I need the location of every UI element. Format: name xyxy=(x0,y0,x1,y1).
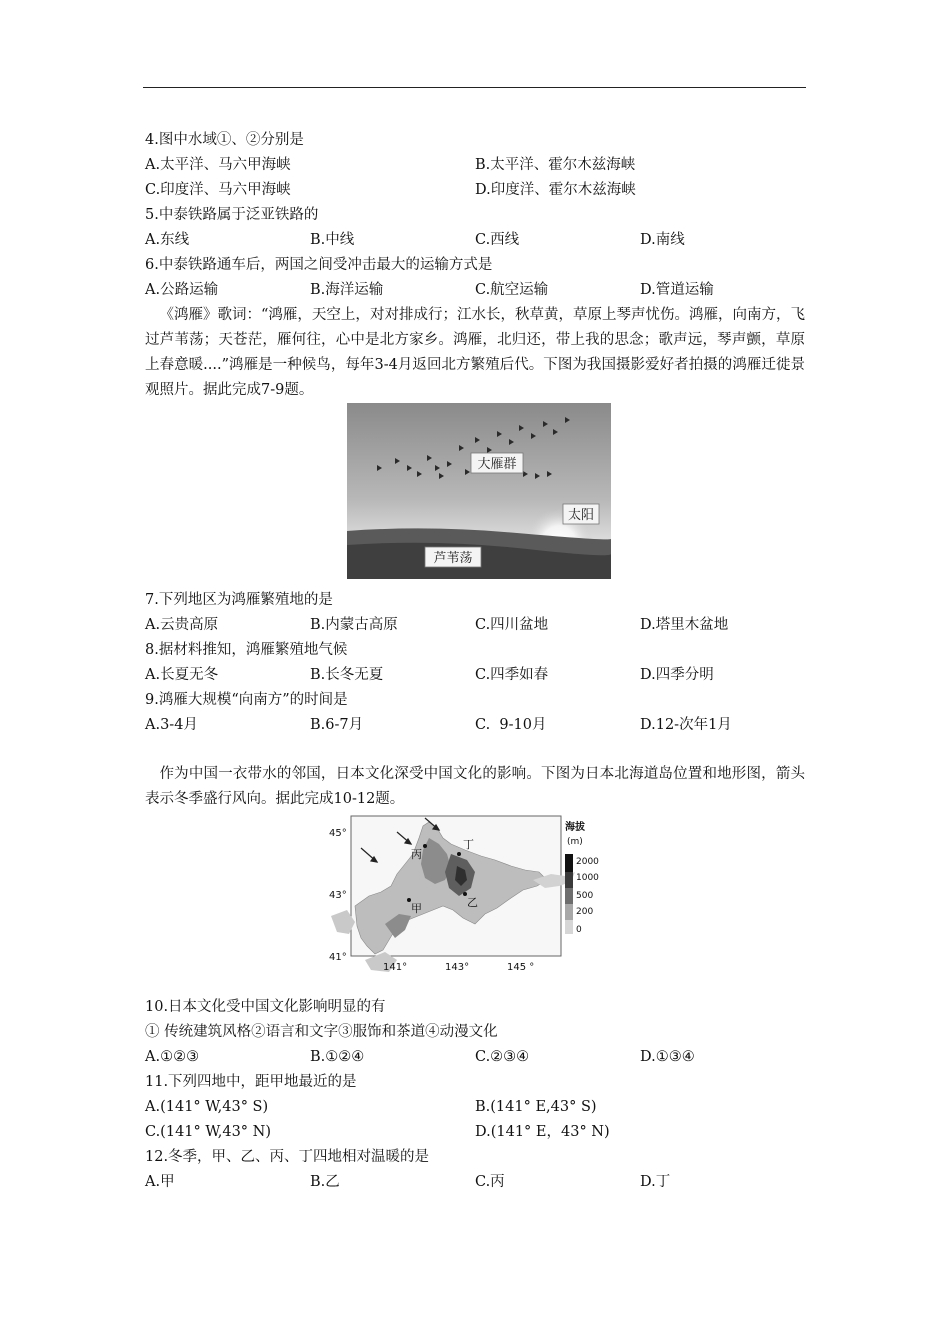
q12-option-d: D.丁 xyxy=(640,1174,671,1190)
lat-41: 41° xyxy=(329,952,347,963)
q7-option-c: C.四川盆地 xyxy=(475,617,549,633)
q4-option-b: B.太平洋、霍尔木兹海峡 xyxy=(475,157,636,173)
q8-option-a: A.长夏无冬 xyxy=(145,667,219,683)
q7-option-d: D.塔里木盆地 xyxy=(640,617,729,633)
legend-200: 200 xyxy=(576,907,594,917)
q5-stem: 5.中泰铁路属于泛亚铁路的 xyxy=(145,207,319,223)
legend-swatch-200 xyxy=(565,904,573,920)
header-rule xyxy=(143,87,806,88)
q12-option-c: C.丙 xyxy=(475,1174,505,1190)
legend-0: 0 xyxy=(576,925,582,935)
marker-bing xyxy=(423,844,427,848)
q10-option-b: B.①②④ xyxy=(310,1049,365,1065)
q7-options xyxy=(145,613,805,638)
q9-option-b: B.6-7月 xyxy=(310,717,364,733)
q6-option-d: D.管道运输 xyxy=(640,282,714,298)
q12-stem: 12.冬季，甲、乙、丙、丁四地相对温暖的是 xyxy=(145,1149,430,1165)
exam-content xyxy=(145,128,805,1195)
legend-500: 500 xyxy=(576,891,594,901)
legend-unit: (m) xyxy=(567,837,583,847)
legend-swatch-500 xyxy=(565,888,573,904)
q9-option-c: C. 9-10月 xyxy=(475,717,547,733)
legend-swatch-0 xyxy=(565,920,573,934)
q11-stem: 11.下列四地中，距甲地最近的是 xyxy=(145,1074,357,1090)
q9-option-d: D.12-次年1月 xyxy=(640,717,732,733)
passage-goose-song: 《鸿雁》歌词：“鸿雁，天空上，对对排成行；江水长，秋草黄，草原上琴声忧伤。鸿雁，向南方，飞过芦苇荡；天苍茫，雁何往，心中是北方家乡。鸿雁，北归还，带上我的思念；歌声远，琴声颤，草原上春意暖....”鸿雁是一种候鸟，每年3-4月返回北方繁殖后代。下图为我国摄影爱好者拍摄的鸿雁迁徙景观照片。据此完成7-9题。 xyxy=(145,307,805,398)
q8-option-b: B.长冬无夏 xyxy=(310,667,384,683)
goose-migration-photo xyxy=(347,403,611,579)
q10-option-c: C.②③④ xyxy=(475,1049,530,1065)
lon-141: 141° xyxy=(383,962,408,973)
place-jia: 甲 xyxy=(411,902,422,915)
q11-option-b: B.(141° E,43° S) xyxy=(475,1099,597,1115)
q11-option-a: A.(141° W,43° S) xyxy=(145,1099,269,1115)
q5-option-d: D.南线 xyxy=(640,232,685,248)
marker-ding xyxy=(457,852,461,856)
q5-option-c: C.西线 xyxy=(475,232,520,248)
q8-options xyxy=(145,663,805,688)
q11-option-d: D.(141° E，43° N) xyxy=(475,1124,610,1140)
goose-photo-figure xyxy=(145,403,805,588)
q8-option-d: D.四季分明 xyxy=(640,667,714,683)
lon-143: 143° xyxy=(445,962,470,973)
q4-options-row1 xyxy=(145,153,805,178)
legend-title: 海拔 xyxy=(565,822,585,833)
hokkaido-map-figure xyxy=(145,814,805,995)
q10-stem: 10.日本文化受中国文化影响明显的有 xyxy=(145,999,386,1015)
q4-option-a: A.太平洋、马六甲海峡 xyxy=(145,157,291,173)
lon-145: 145 ° xyxy=(507,962,535,973)
q9-stem: 9.鸿雁大规模“向南方”的时间是 xyxy=(145,692,348,708)
q4-options-row2 xyxy=(145,178,805,203)
q5-options xyxy=(145,228,805,253)
q12-options xyxy=(145,1170,805,1195)
legend-swatch-2000 xyxy=(565,854,573,872)
q9-options xyxy=(145,713,805,738)
q4-option-d: D.印度洋、霍尔木兹海峡 xyxy=(475,182,636,198)
q6-options xyxy=(145,278,805,303)
q5-option-b: B.中线 xyxy=(310,232,355,248)
label-flock: 大雁群 xyxy=(477,457,517,472)
q7-option-b: B.内蒙古高原 xyxy=(310,617,398,633)
q4-option-c: C.印度洋、马六甲海峡 xyxy=(145,182,291,198)
q6-stem: 6.中泰铁路通车后，两国之间受冲击最大的运输方式是 xyxy=(145,257,493,273)
lat-45: 45° xyxy=(329,828,347,839)
place-ding: 丁 xyxy=(463,838,474,851)
q7-stem: 7.下列地区为鸿雁繁殖地的是 xyxy=(145,592,333,608)
q10-items: ① 传统建筑风格②语言和文字③服饰和茶道④动漫文化 xyxy=(145,1024,498,1040)
legend-swatch-1000 xyxy=(565,872,573,888)
q12-option-a: A.甲 xyxy=(145,1174,175,1190)
q4-stem: 4.图中水域①、②分别是 xyxy=(145,132,304,148)
q6-option-c: C.航空运输 xyxy=(475,282,549,298)
q11-options-row2 xyxy=(145,1120,805,1145)
q8-option-c: C.四季如春 xyxy=(475,667,549,683)
label-reeds: 芦苇荡 xyxy=(433,551,473,566)
q9-option-a: A.3-4月 xyxy=(145,717,198,733)
q11-options-row1 xyxy=(145,1095,805,1120)
q8-stem: 8.据材料推知，鸿雁繁殖地气候 xyxy=(145,642,348,658)
label-sun: 太阳 xyxy=(567,508,595,523)
q11-option-c: C.(141° W,43° N) xyxy=(145,1124,272,1140)
q5-option-a: A.东线 xyxy=(145,232,190,248)
place-bing: 丙 xyxy=(411,848,422,861)
hokkaido-map xyxy=(325,814,606,986)
q6-option-a: A.公路运输 xyxy=(145,282,219,298)
passage-hokkaido: 作为中国一衣带水的邻国，日本文化深受中国文化的影响。下图为日本北海道岛位置和地形图，箭头表示冬季盛行风向。据此完成10-12题。 xyxy=(145,766,805,807)
q10-options xyxy=(145,1045,805,1070)
legend-1000: 1000 xyxy=(576,873,599,883)
legend-2000: 2000 xyxy=(576,857,599,867)
q7-option-a: A.云贵高原 xyxy=(145,617,219,633)
lat-43: 43° xyxy=(329,890,347,901)
q6-option-b: B.海洋运输 xyxy=(310,282,384,298)
q10-option-a: A.①②③ xyxy=(145,1049,200,1065)
q12-option-b: B.乙 xyxy=(310,1174,340,1190)
q10-option-d: D.①③④ xyxy=(640,1049,695,1065)
place-yi: 乙 xyxy=(467,896,478,909)
